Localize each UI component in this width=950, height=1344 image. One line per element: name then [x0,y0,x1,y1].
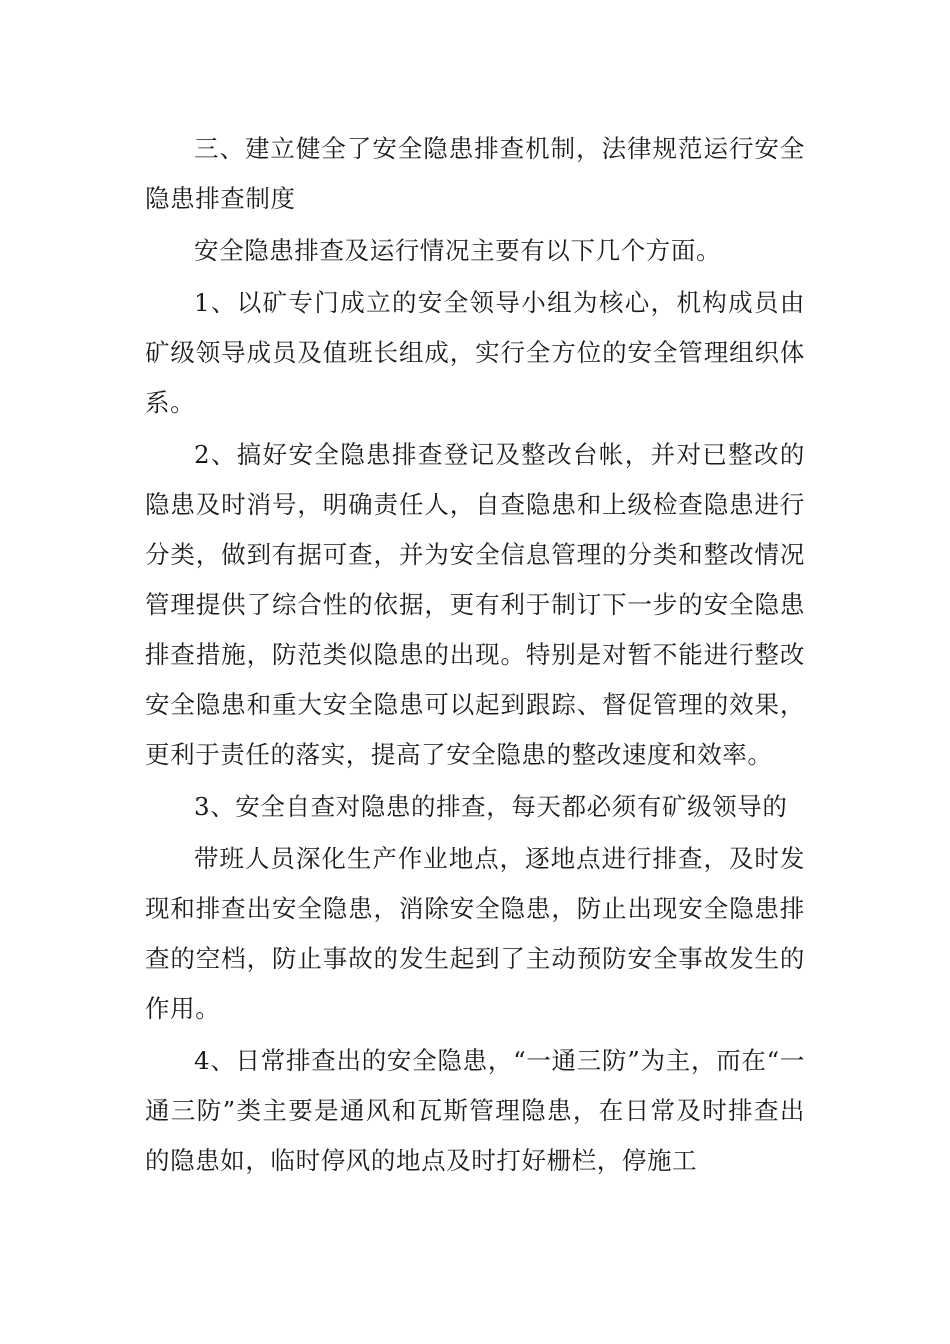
paragraph-item-1: 1、以矿专门成立的安全领导小组为核心，机构成员由矿级领导成员及值班长组成，实行全方位的安全管理组织体系。 [145,288,805,417]
paragraph-item-2: 2、搞好安全隐患排查登记及整改台帐，并对已整改的隐患及时消号，明确责任人，自查隐患和上级检查隐患进行分类，做到有据可查，并为安全信息管理的分类和整改情况管理提供了综合性的依据，更有利于制订下一步的安全隐患排查措施，防范类似隐患的出现。特别是对暂不能进行整改安全隐患和重大安全隐患可以起到跟踪、督促管理的效果，更利于责任的落实，提高了安全隐患的整改速度和效率。 [145,440,805,769]
paragraph-item-3-continued: 带班人员深化生产作业地点，逐地点进行排查，及时发现和排查出安全隐患，消除安全隐患，防止出现安全隐患排查的空档，防止事故的发生起到了主动预防安全事故发生的作用。 [145,844,805,1023]
paragraph-item-4: 4、日常排查出的安全隐患，“一通三防”为主，而在“一通三防”类主要是通风和瓦斯管理隐患，在日常及时排查出的隐患如，临时停风的地点及时打好栅栏，停施工 [145,1046,805,1175]
section-heading: 三、建立健全了安全隐患排查机制，法律规范运行安全隐患排查制度 [145,134,805,213]
intro-paragraph: 安全隐患排查及运行情况主要有以下几个方面。 [194,236,722,265]
paragraph-item-3: 3、安全自查对隐患的排查，每天都必须有矿级领导的 [194,792,788,821]
document-body [145,124,805,1188]
